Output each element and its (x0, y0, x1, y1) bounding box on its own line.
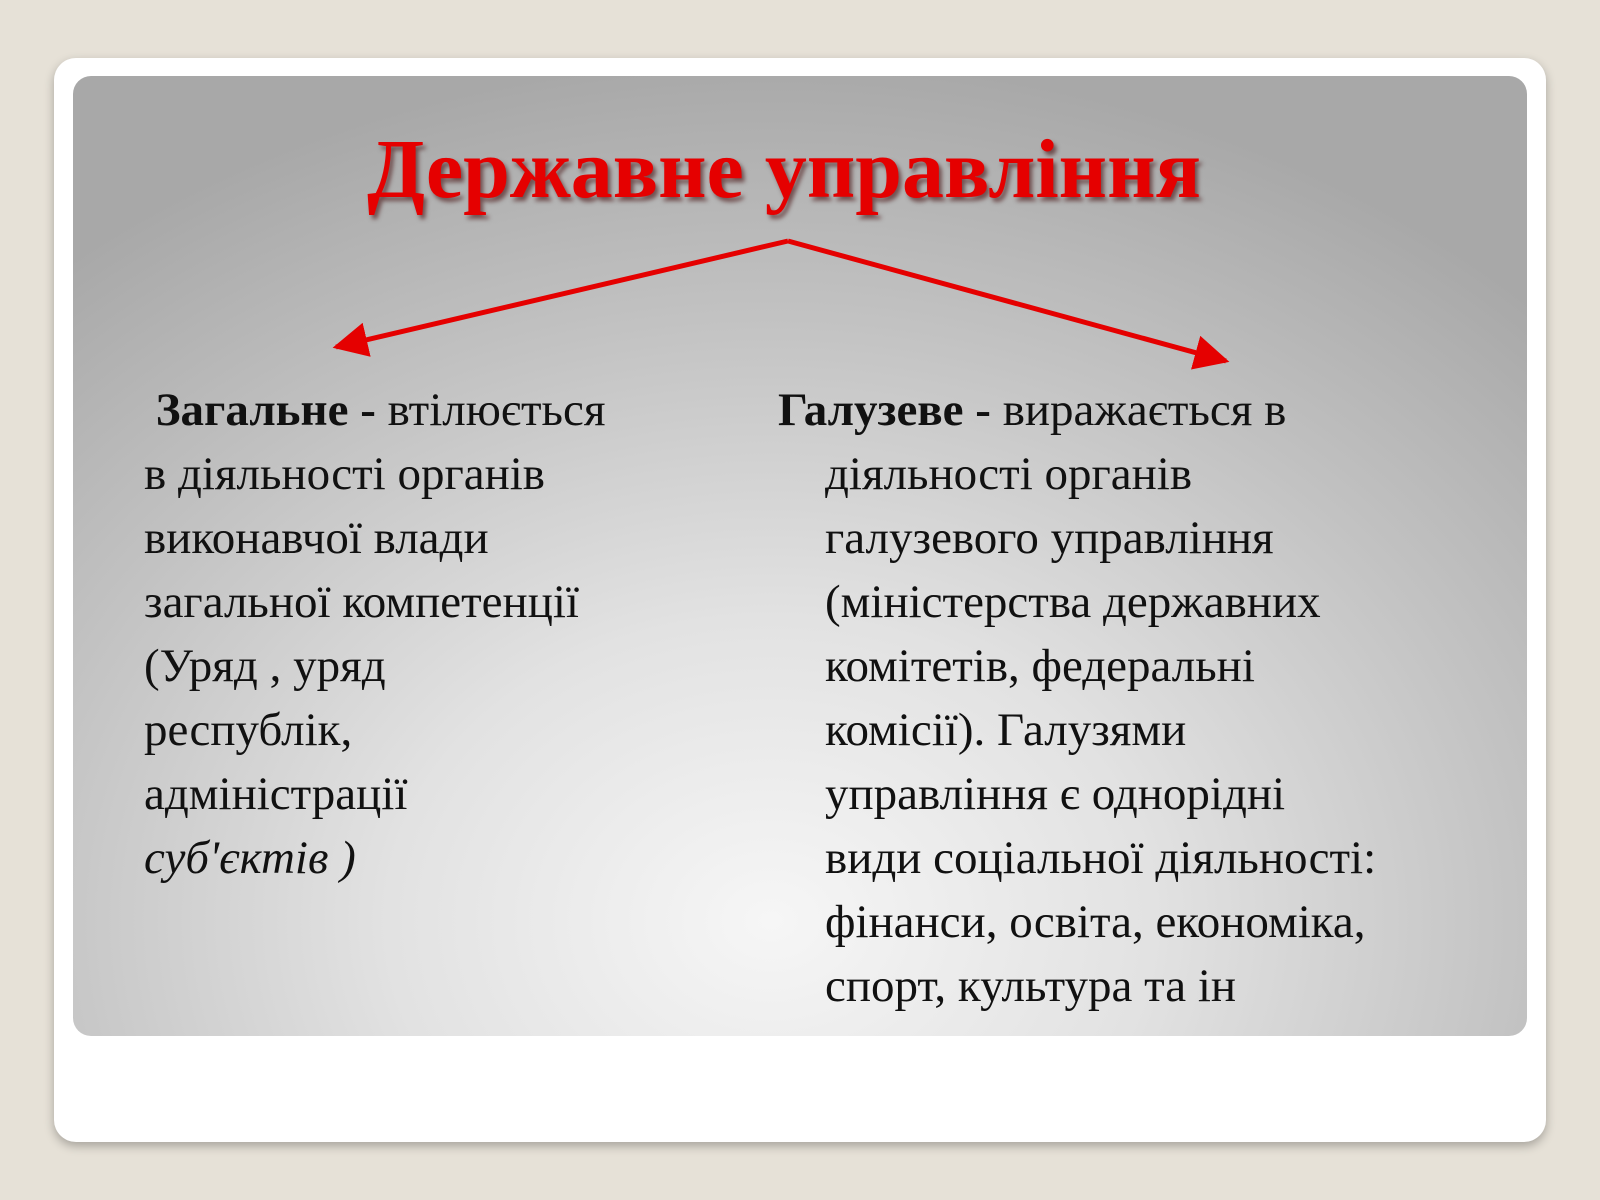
general-line-5: республік, (144, 704, 353, 756)
sectoral-line-5: управління є однорідні (825, 768, 1286, 820)
slide-title: Державне управління (367, 123, 1201, 216)
general-line-2: виконавчої влади (144, 512, 489, 564)
general-line-4: (Уряд , уряд (144, 640, 386, 692)
general-line-3: загальної компетенції (144, 576, 579, 628)
sectoral-first-text: виражається в (1002, 384, 1287, 436)
sectoral-line-2: (міністерства державних (825, 576, 1321, 628)
general-line-0: втілюється (387, 384, 606, 436)
sectoral-line-4: комісії). Галузями (825, 704, 1187, 756)
sectoral-line-6: види соціальної діяльності: (825, 832, 1377, 884)
sectoral-management-block (778, 378, 1538, 1018)
arrow-left (336, 241, 788, 347)
sectoral-first-line (778, 378, 1538, 442)
sectoral-line-0: діяльності органів (825, 448, 1193, 500)
sectoral-rest (778, 442, 1538, 1018)
sectoral-line-7: фінанси, освіта, економіка, (825, 896, 1366, 948)
general-term: Загальне - (155, 384, 376, 436)
general-italic-line: суб'єктів ) (144, 832, 356, 884)
sectoral-line-3: комітетів, федеральні (825, 640, 1255, 692)
sectoral-line-1: галузевого управління (825, 512, 1274, 564)
arrow-right (788, 241, 1226, 361)
general-management-block (144, 378, 704, 890)
general-line-1: в діяльності органів (144, 448, 545, 500)
sectoral-term: Галузеве - (778, 384, 991, 436)
sectoral-line-8: спорт, культура та ін (825, 960, 1237, 1012)
general-first-line (144, 378, 704, 442)
general-line-6: адміністрації (144, 768, 408, 820)
